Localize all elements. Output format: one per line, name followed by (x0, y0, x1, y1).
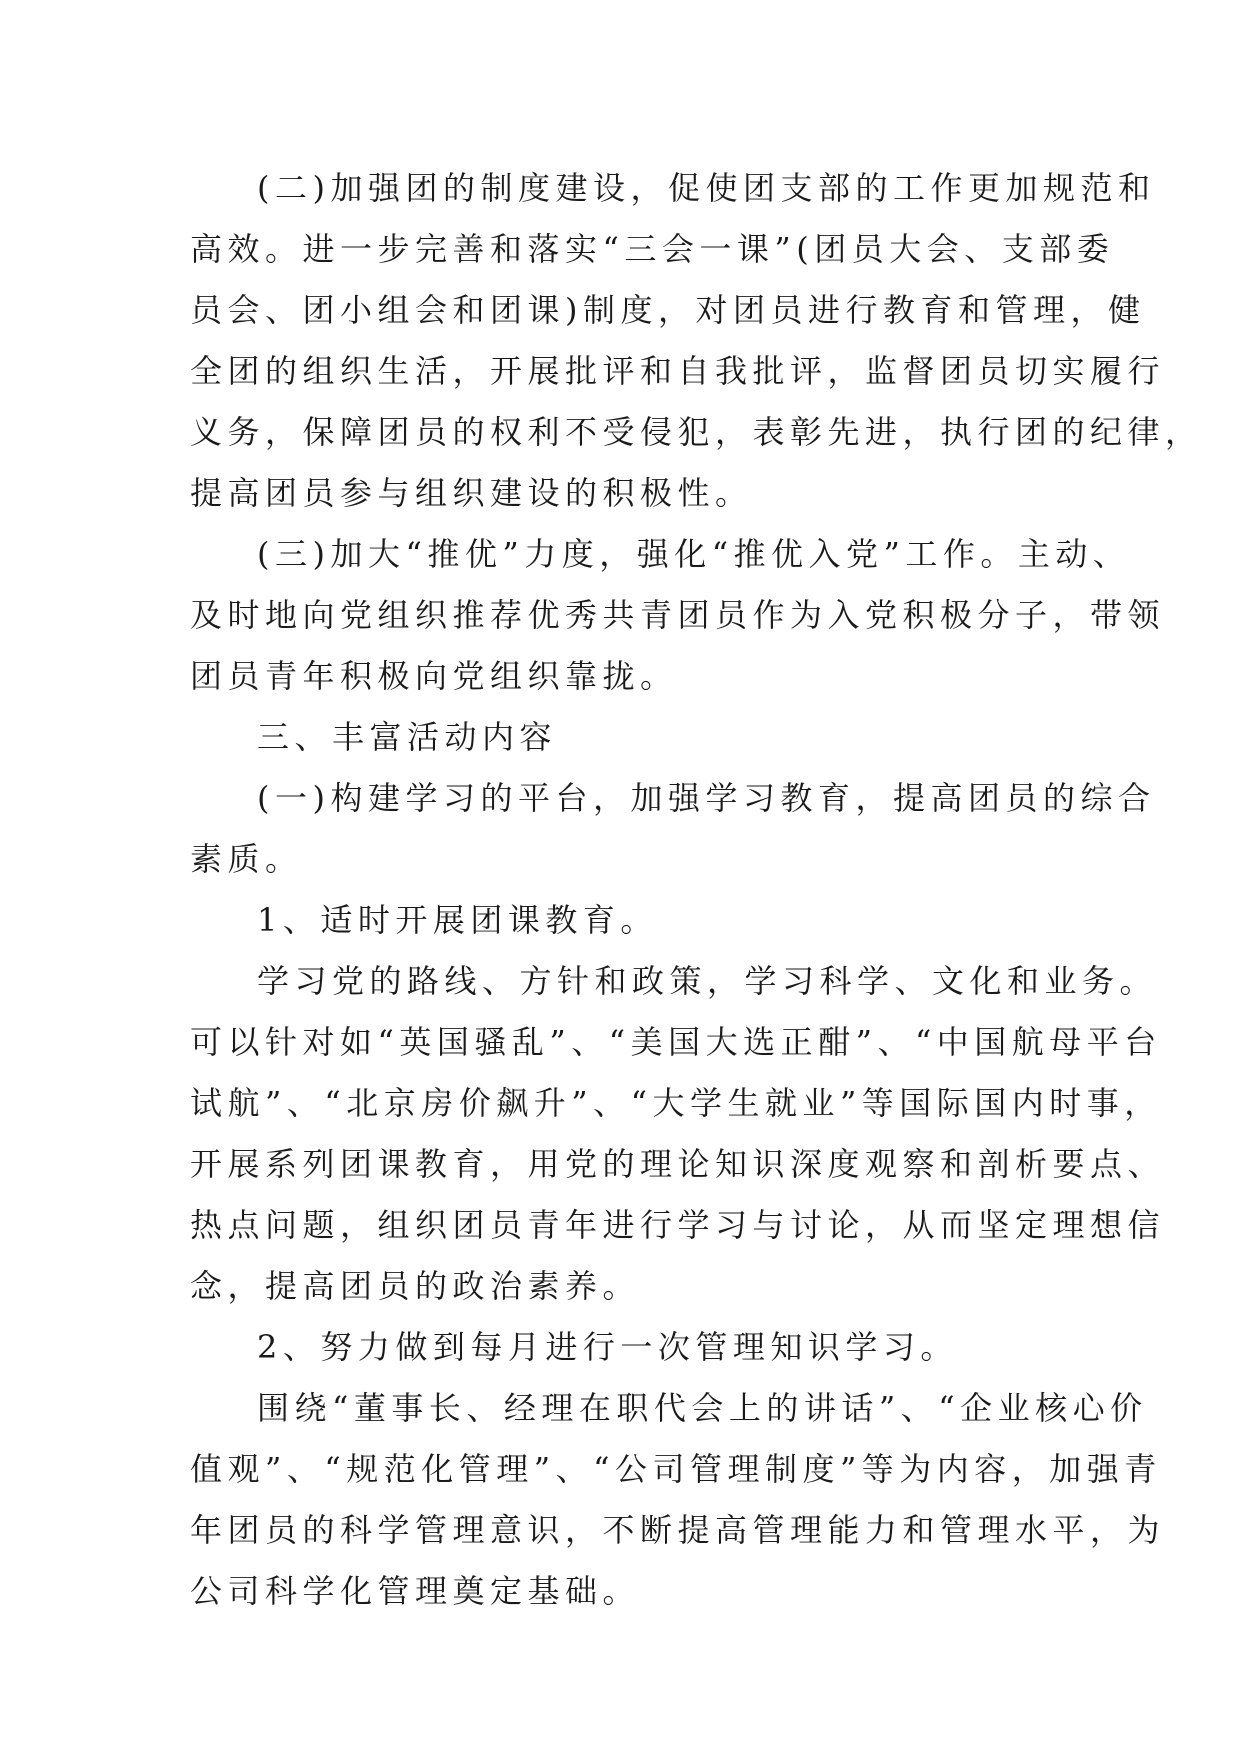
section-heading (190, 707, 1050, 768)
text-line: (三)加大“推优”力度，强化“推优入党”工作。主动、 (257, 535, 1131, 573)
text-line: 及时地向党组织推荐优秀共青团员作为入党积极分子，带领 (190, 596, 1166, 634)
text-line: (一)构建学习的平台，加强学习教育，提高团员的综合 (257, 779, 1156, 817)
text-line: 值观”、“规范化管理”、“公司管理制度”等为内容，加强青 (190, 1450, 1162, 1488)
text-line: 全团的组织生活，开展批评和自我批评，监督团员切实履行 (190, 352, 1166, 390)
text-line: 高效。进一步完善和落实“三会一课”(团员大会、支部委 (190, 230, 1115, 268)
heading-line: 三、丰富活动内容 (257, 718, 558, 756)
text-line: 义务，保障团员的权利不受侵犯，表彰先进，执行团的纪律， (190, 413, 1203, 451)
text-line: 素质。 (190, 840, 303, 878)
text-line: 年团员的科学管理意识，不断提高管理能力和管理水平，为 (190, 1511, 1166, 1549)
paragraph-institution-building (190, 158, 1203, 524)
text-line: 学习党的路线、方针和政策，学习科学、文化和业务。 (257, 962, 1158, 1000)
paragraph-learning-platform (190, 768, 1156, 890)
list-item-2 (190, 1317, 1050, 1378)
text-line: 1、适时开展团课教育。 (257, 901, 658, 939)
text-line: 团员青年积极向党组织靠拢。 (190, 657, 678, 695)
paragraph-recommend-excellent (190, 524, 1166, 707)
text-line: 员会、团小组会和团课)制度，对团员进行教育和管理，健 (190, 291, 1146, 329)
text-line: 提高团员参与组织建设的积极性。 (190, 474, 753, 512)
text-line: 热点问题，组织团员青年进行学习与讨论，从而坚定理想信 (190, 1206, 1166, 1244)
text-line: 2、努力做到每月进行一次管理知识学习。 (257, 1328, 958, 1366)
text-line: 可以针对如“英国骚乱”、“美国大选正酣”、“中国航母平台 (190, 1023, 1162, 1061)
text-line: 公司科学化管理奠定基础。 (190, 1572, 641, 1610)
text-line: (二)加强团的制度建设，促使团支部的工作更加规范和 (257, 169, 1156, 207)
paragraph-party-course (190, 951, 1166, 1317)
paragraph-management-learning (190, 1378, 1166, 1622)
text-line: 围绕“董事长、经理在职代会上的讲话”、“企业核心价 (257, 1389, 1148, 1427)
document-body (190, 158, 1203, 1622)
text-line: 念，提高团员的政治素养。 (190, 1267, 641, 1305)
text-line: 试航”、“北京房价飙升”、“大学生就业”等国际国内时事， (190, 1084, 1162, 1122)
list-item-1 (190, 890, 1050, 951)
text-line: 开展系列团课教育，用党的理论知识深度观察和剖析要点、 (190, 1145, 1166, 1183)
